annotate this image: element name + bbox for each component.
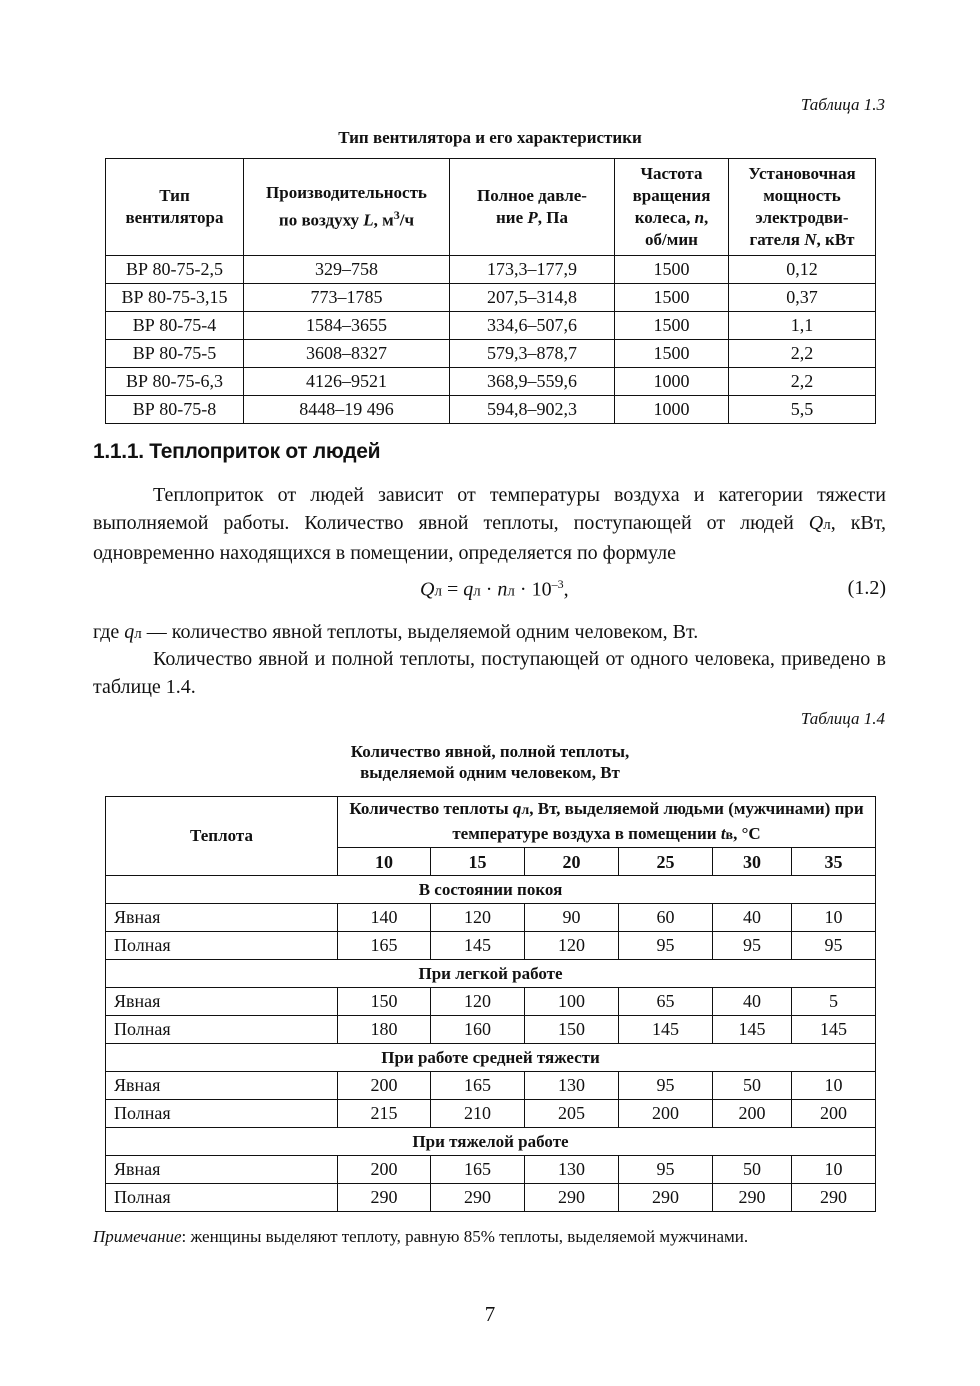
cell-type: ВР 80-75-5 [106,340,244,368]
cell-power: 1,1 [729,312,876,340]
header-rotation-speed: Частота вращения колеса, n, об/мин [615,159,729,256]
header-heat: Теплота [106,797,338,876]
cell-value: 10 [792,1156,876,1184]
row-label: Явная [106,988,338,1016]
cell-value: 290 [525,1184,619,1212]
cell-power: 0,12 [729,256,876,284]
cell-value: 165 [338,932,431,960]
cell-flow: 773–1785 [244,284,450,312]
cell-power: 2,2 [729,340,876,368]
cell-pressure: 334,6–507,6 [450,312,615,340]
cell-value: 160 [431,1016,525,1044]
cell-value: 140 [338,904,431,932]
paragraph-intro: Теплоприток от людей зависит от температуры воздуха и категории тяжести выполняемой работы. Количество явной теплоты, поступающей от людей Qл, кВт, одновременно находящихся в помещении, определяется по формуле [93,484,886,564]
header-temp: 10 [338,848,431,876]
cell-value: 290 [792,1184,876,1212]
page-number: 7 [484,1302,496,1326]
cell-value: 95 [713,932,792,960]
cell-value: 130 [525,1156,619,1184]
table-header-row [106,797,876,848]
cell-power: 2,2 [729,368,876,396]
table-row [106,284,876,312]
cell-value: 60 [619,904,713,932]
cell-value: 200 [713,1100,792,1128]
row-label: Полная [106,932,338,960]
cell-speed: 1000 [615,396,729,424]
header-motor-power: Установочная мощность электродви- гателя N, кВт [729,159,876,256]
cell-value: 150 [525,1016,619,1044]
cell-value: 100 [525,988,619,1016]
cell-value: 120 [431,988,525,1016]
cell-value: 210 [431,1100,525,1128]
cell-value: 200 [338,1072,431,1100]
cell-value: 290 [431,1184,525,1212]
cell-type: ВР 80-75-2,5 [106,256,244,284]
cell-value: 290 [338,1184,431,1212]
formula: Qл = qл · nл · $10^{-3}$, [420,577,569,601]
cell-type: ВР 80-75-3,15 [106,284,244,312]
table-row [106,340,876,368]
table-row [106,1072,876,1100]
cell-speed: 1500 [615,256,729,284]
equation-number: (1.2) [847,577,886,599]
cell-value: 145 [713,1016,792,1044]
cell-speed: 1500 [615,340,729,368]
cell-value: 165 [431,1156,525,1184]
table-1-4-label: Таблица 1.4 [800,709,885,728]
cell-value: 200 [619,1100,713,1128]
table-row [106,1016,876,1044]
table-row [106,396,876,424]
cell-value: 90 [525,904,619,932]
table-1-4-title: Количество явной, полной теплоты, выделяемой одним человеком, Вт [350,742,630,782]
section-title: При тяжелой работе [106,1128,876,1156]
paragraph-reference: Количество явной и полной теплоты, поступающей от одного человека, приведено в таблице 1.4. [93,648,886,698]
fan-characteristics-table [105,158,876,424]
cell-value: 290 [619,1184,713,1212]
cell-flow: 1584–3655 [244,312,450,340]
heat-emission-table [105,796,876,1212]
header-heat-amount: Количество теплоты qл, Вт, выделяемой людьми (мужчинами) при температуре воздуха в помещении tв, °С [338,797,876,848]
header-temp: 25 [619,848,713,876]
cell-value: 50 [713,1072,792,1100]
table-1-3-title: Тип вентилятора и его характеристики [338,128,642,147]
cell-flow: 8448–19 496 [244,396,450,424]
cell-value: 145 [431,932,525,960]
cell-value: 120 [431,904,525,932]
cell-value: 40 [713,988,792,1016]
cell-value: 215 [338,1100,431,1128]
table-row [106,368,876,396]
cell-value: 145 [792,1016,876,1044]
cell-value: 165 [431,1072,525,1100]
header-temp: 30 [713,848,792,876]
cell-speed: 1500 [615,312,729,340]
cell-power: 5,5 [729,396,876,424]
header-temp: 20 [525,848,619,876]
header-pressure: Полное давле- ние P, Па [450,159,615,256]
table-header-row [106,159,876,256]
cell-value: 145 [619,1016,713,1044]
cell-pressure: 173,3–177,9 [450,256,615,284]
table-row [106,1156,876,1184]
section-title: При работе средней тяжести [106,1044,876,1072]
section-heading: 1.1.1. Теплоприток от людей [93,440,381,463]
table-1-3-label: Таблица 1.3 [800,95,885,114]
table-row [106,312,876,340]
cell-value: 95 [792,932,876,960]
cell-type: ВР 80-75-4 [106,312,244,340]
cell-speed: 1500 [615,284,729,312]
section-row [106,876,876,904]
row-label: Явная [106,904,338,932]
row-label: Полная [106,1100,338,1128]
table-row [106,932,876,960]
header-airflow: Производительность по воздуху L, $м^3/ч$ [244,159,450,256]
cell-value: 180 [338,1016,431,1044]
cell-value: 290 [713,1184,792,1212]
cell-flow: 329–758 [244,256,450,284]
cell-pressure: 594,8–902,3 [450,396,615,424]
section-row [106,1128,876,1156]
row-label: Полная [106,1016,338,1044]
cell-value: 95 [619,1156,713,1184]
cell-value: 50 [713,1156,792,1184]
cell-value: 5 [792,988,876,1016]
header-temp: 35 [792,848,876,876]
header-temp: 15 [431,848,525,876]
header-fan-type: Тип вентилятора [106,159,244,256]
table-row [106,1184,876,1212]
cell-value: 95 [619,1072,713,1100]
table-note: Примечание: женщины выделяют теплоту, равную 85% теплоты, выделяемой мужчинами. [93,1227,749,1246]
cell-value: 40 [713,904,792,932]
cell-value: 10 [792,1072,876,1100]
section-title: В состоянии покоя [106,876,876,904]
cell-value: 10 [792,904,876,932]
cell-pressure: 207,5–314,8 [450,284,615,312]
table-row [106,1100,876,1128]
cell-flow: 4126–9521 [244,368,450,396]
cell-value: 95 [619,932,713,960]
cell-type: ВР 80-75-6,3 [106,368,244,396]
table-row [106,904,876,932]
cell-value: 200 [792,1100,876,1128]
paragraph-definition: где qл — количество явной теплоты, выделяемой одним человеком, Вт. [93,621,699,643]
table-row [106,988,876,1016]
cell-value: 200 [338,1156,431,1184]
cell-value: 205 [525,1100,619,1128]
cell-value: 120 [525,932,619,960]
cell-value: 65 [619,988,713,1016]
cell-flow: 3608–8327 [244,340,450,368]
cell-value: 130 [525,1072,619,1100]
cell-pressure: 368,9–559,6 [450,368,615,396]
row-label: Явная [106,1156,338,1184]
table-row [106,256,876,284]
row-label: Полная [106,1184,338,1212]
cell-value: 150 [338,988,431,1016]
row-label: Явная [106,1072,338,1100]
cell-power: 0,37 [729,284,876,312]
cell-speed: 1000 [615,368,729,396]
section-title: При легкой работе [106,960,876,988]
section-row [106,1044,876,1072]
cell-pressure: 579,3–878,7 [450,340,615,368]
cell-type: ВР 80-75-8 [106,396,244,424]
section-row [106,960,876,988]
